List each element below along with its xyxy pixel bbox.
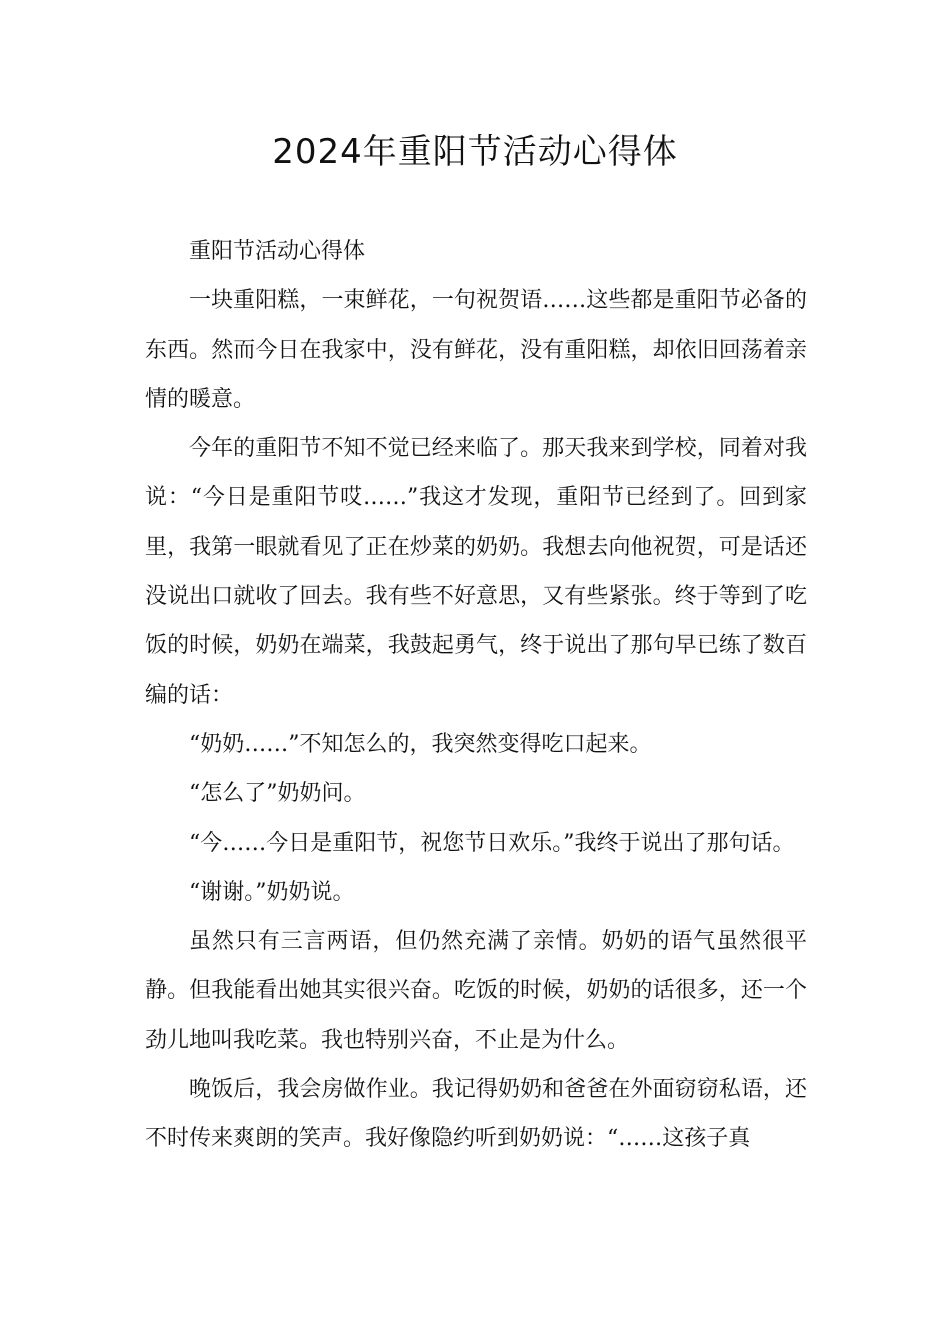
paragraph: 一块重阳糕，一束鲜花，一句祝贺语……这些都是重阳节必备的东西。然而今日在我家中，没有鲜花，没有重阳糕，却依旧回荡着亲情的暖意。 xyxy=(145,288,807,412)
document-body xyxy=(145,227,807,1164)
paragraph: “谢谢。”奶奶说。 xyxy=(189,879,355,905)
paragraph: “今……今日是重阳节，祝您节日欢乐。”我终于说出了那句话。 xyxy=(189,830,795,856)
paragraph: 虽然只有三言两语，但仍然充满了亲情。奶奶的语气虽然很平静。但我能看出她其实很兴奋。吃饭的时候，奶奶的话很多，还一个劲儿地叫我吃菜。我也特别兴奋，不止是为什么。 xyxy=(145,929,807,1053)
paragraph: 今年的重阳节不知不觉已经来临了。那天我来到学校，同着对我说：“今日是重阳节哎……”我这才发现，重阳节已经到了。回到家里，我第一眼就看见了正在炒菜的奶奶。我想去向他祝贺，可是话还没说出口就收了回去。我有些不好意思，又有些紧张。终于等到了吃饭的时候，奶奶在端菜，我鼓起勇气，终于说出了那句早已练了数百编的话： xyxy=(145,436,807,708)
paragraph: 晚饭后，我会房做作业。我记得奶奶和爸爸在外面窃窃私语，还不时传来爽朗的笑声。我好像隐约听到奶奶说：“……这孩子真 xyxy=(145,1077,807,1152)
document-title: 2024年重阳节活动心得体 xyxy=(272,132,678,172)
paragraph-subtitle: 重阳节活动心得体 xyxy=(189,239,366,264)
paragraph: “奶奶……”不知怎么的，我突然变得吃口起来。 xyxy=(189,731,652,757)
paragraph: “怎么了”奶奶问。 xyxy=(189,781,366,807)
